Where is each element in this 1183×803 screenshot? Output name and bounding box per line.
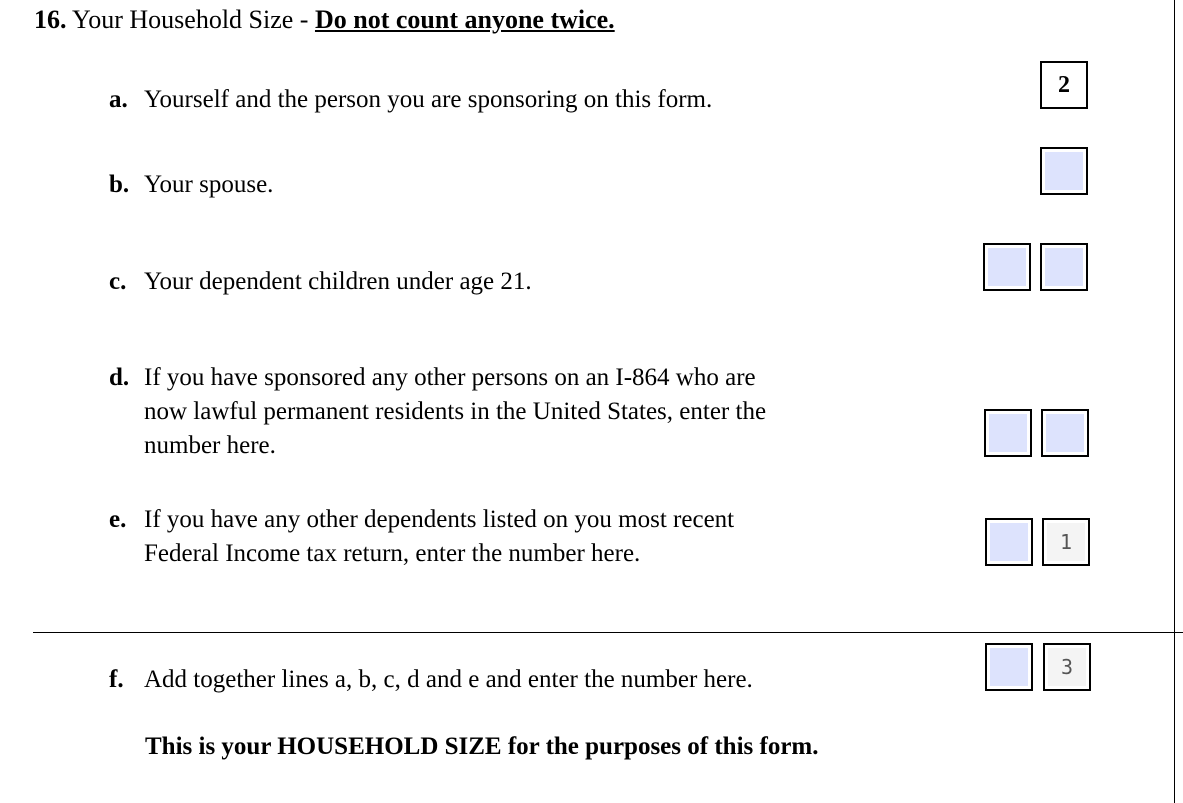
item-d-line2: now lawful permanent residents in the United States, enter the [144,398,767,425]
item-e [109,503,734,571]
divider-line [33,632,1183,633]
item-d-line3: number here. [144,432,276,459]
item-c-letter: c. [109,268,127,295]
section-warning: Do not count anyone twice. [314,5,615,34]
item-c-field-tens[interactable] [983,243,1031,291]
item-f-value-ones: 3 [1060,655,1074,679]
item-f-letter: f. [109,666,124,693]
item-d [109,361,766,463]
household-size-note: This is your HOUSEHOLD SIZE for the purposes of this form. [145,733,819,760]
item-e-value-tens [987,520,1031,564]
item-e-line2: Federal Income tax return, enter the number here. [144,540,641,567]
item-c-value-tens [985,245,1029,289]
section-heading [34,4,615,36]
item-e-field-tens[interactable] [985,518,1033,566]
item-a-letter: a. [109,86,128,113]
item-c [109,265,532,299]
item-a-field[interactable] [1040,61,1088,109]
item-d-value-ones [1043,411,1087,455]
item-d-line1: If you have sponsored any other persons on an I-864 who are [144,364,756,391]
item-e-field-ones[interactable] [1042,518,1090,566]
item-b-text: Your spouse. [144,171,274,198]
item-f [109,663,753,697]
section-title: Your Household Size - [72,5,315,34]
item-e-letter: e. [109,506,127,533]
item-c-text: Your dependent children under age 21. [144,268,532,295]
item-b-letter: b. [109,171,130,198]
right-border-line [1174,0,1175,803]
item-f-field-ones[interactable] [1043,643,1091,691]
item-f-field-tens[interactable] [985,643,1033,691]
item-b-value [1042,149,1086,193]
item-d-letter: d. [109,364,130,391]
item-d-field-ones[interactable] [1041,409,1089,457]
item-f-value-tens [987,645,1031,689]
item-b-field[interactable] [1040,147,1088,195]
item-a-value: 2 [1058,71,1070,98]
item-c-field-ones[interactable] [1040,243,1088,291]
item-d-value-tens [986,411,1030,455]
item-a-text: Yourself and the person you are sponsoring on this form. [144,86,713,113]
item-e-line1: If you have any other dependents listed on you most recent [144,506,735,533]
item-a [109,83,712,117]
item-e-value-ones: 1 [1059,530,1073,554]
item-f-text: Add together lines a, b, c, d and e and enter the number here. [144,666,753,693]
item-c-value-ones [1042,245,1086,289]
section-number: 16. [34,5,67,34]
item-b [109,168,273,202]
item-d-field-tens[interactable] [984,409,1032,457]
